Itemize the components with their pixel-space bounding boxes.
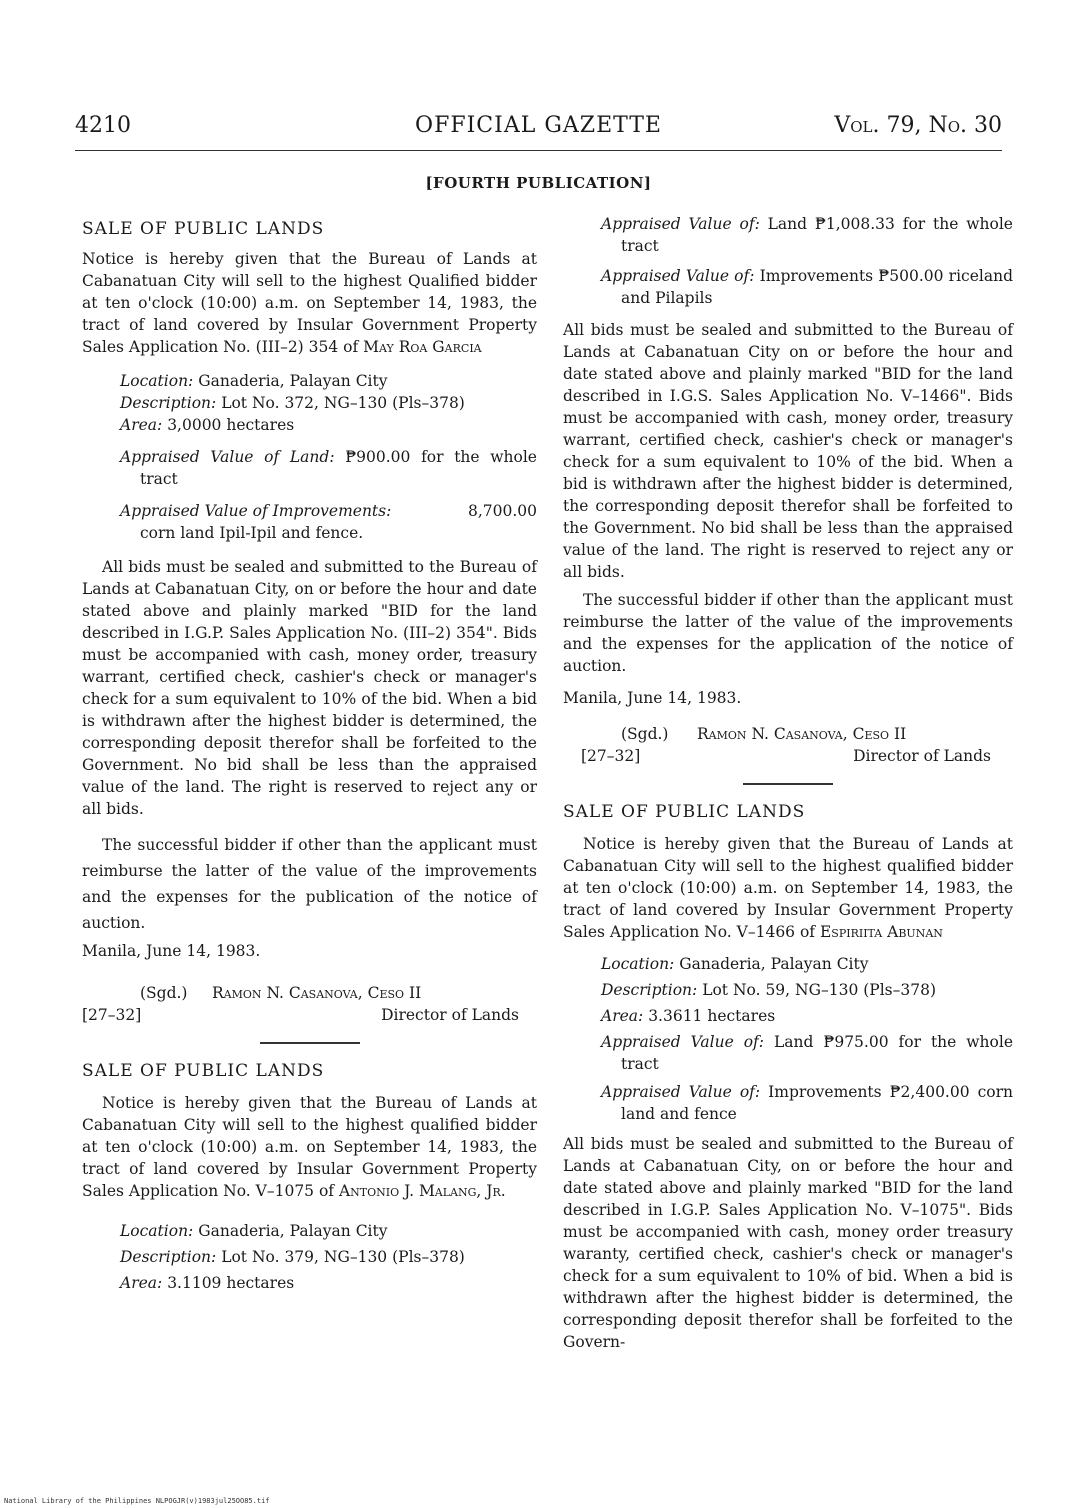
notice1-bids: All bids must be sealed and submitted to the Bureau of Lands at Cabanatuan City, on or before the hour and date stated above and plainly marked "BID for the land described in I.G.P. Sales Application No. (III–2) 354". Bids must be accompanied with cash, money order, treasury warrant, certified check, cashier's check or manager's check for a sum equivalent to 10% of the bid. When a bid is withdrawn after the highest bidder is determined, the corresponding deposit therefor shall be forfeited to the Government. No bid shall be less than the appraised value of the land. The right is reserved to reject any or all bids.: [82, 558, 537, 818]
notice2-improvements: Appraised Value of: Improvements ₱500.00 riceland and Pilapils: [601, 267, 1013, 307]
right-column: [563, 213, 1013, 1353]
notice1-land-value: Appraised Value of Land: ₱900.00 for the whole tract: [120, 448, 537, 488]
notice1-location: Location: Ganaderia, Palayan City: [120, 372, 388, 390]
left-column: [82, 218, 537, 1296]
notice2-intro: Notice is hereby given that the Bureau of Lands at Cabanatuan City will sell to the highest qualified bidder at ten o'clock (10:00) a.m. on September 14, 1983, the tract of land covered by Insular Government Property Sales Application No. V–1466 of Espiriita Abunan: [563, 835, 1013, 941]
gazette-title: OFFICIAL GAZETTE: [415, 113, 662, 138]
notice1-intro: Notice is hereby given that the Bureau of Lands at Cabanatuan City will sell to the highest Qualified bidder at ten o'clock (10:00) a.m. on September 14, 1983, the tract of land covered by Insular Government Property Sales Application No. (III–2) 354 of May Roa Garcia: [82, 250, 537, 356]
notice1-successful: The successful bidder if other than the applicant must reimburse the latter of the value of the improvements and the expenses for the publication of the notice of auction.: [82, 836, 537, 932]
volume-number: Vol. 79, No. 30: [834, 113, 1002, 138]
notice3-location: Location: Ganaderia, Palayan City: [120, 1222, 388, 1240]
notice2-bids: All bids must be sealed and submitted to the Bureau of Lands at Cabanatuan City on or before the hour and date stated above and plainly marked "BID for the land described in I.G.S. Sales Application No. V–1466". Bids must be accompanied with cash, money order, treasury warrant, certified check, cashier's check or manager's check for a sum equivalent to 10% of the bid. When a bid is withdrawn after the highest bidder is determined, the corresponding deposit therefor shall be forfeited to the Government. No bid shall be less than the appraised value of the land. The right is reserved to reject any or all bids.: [563, 321, 1013, 581]
notice2-land-value: Appraised Value of: Land ₱1,008.33 for the whole tract: [601, 215, 1013, 255]
notice3-description: Description: Lot No. 379, NG–130 (Pls–378): [120, 1248, 465, 1266]
notice3-bids: All bids must be sealed and submitted to the Bureau of Lands at Cabanatuan City, on or before the hour and date stated above and plainly marked "BID for the land described in I.G.P. Sales Application No. V–1075". Bids must be accompanied with cash, money order treasury waranty, certified check, cashier's check or manager's check for a sum equivalent to 10% of bid. When a bid is withdrawn after the highest bidder is determined, the corresponding deposit therefor shall be forfeited to the Govern-: [563, 1135, 1013, 1351]
notice2-dateline: Manila, June 14, 1983.: [563, 689, 742, 707]
notice2-location: Location: Ganaderia, Palayan City: [601, 955, 869, 973]
notice2-area: Area: 3.3611 hectares: [601, 1007, 776, 1025]
notice3-intro: Notice is hereby given that the Bureau of Lands at Cabanatuan City will sell to the highest qualified bidder at ten o'clock (10:00) a.m. on September 14, 1983, the tract of land covered by Insular Government Property Sales Application No. V–1075 of Antonio J. Malang, Jr.: [82, 1094, 537, 1200]
notice2-applicant: Espiriita Abunan: [819, 923, 943, 941]
notice1-signature: (Sgd.) Ramon N. Casanova, Ceso II [27–32] Director of Lands: [82, 984, 519, 1024]
notice3-applicant: Antonio J. Malang, Jr.: [338, 1182, 506, 1200]
notice3-land-value: Appraised Value of: Land ₱975.00 for the whole tract: [601, 1033, 1014, 1073]
notice3-improvements: Appraised Value of: Improvements ₱2,400.00 corn land and fence: [601, 1083, 1013, 1123]
notice1-applicant: May Roa Garcia: [363, 338, 482, 356]
notice1-improvements: Appraised Value of Improvements: 8,700.00 corn land Ipil-Ipil and fence.: [120, 502, 537, 542]
notice2-signature: (Sgd.) Ramon N. Casanova, Ceso II [27–32] Director of Lands: [581, 725, 991, 765]
notice2-successful: The successful bidder if other than the applicant must reimburse the latter of the value of the improvements and the expenses for the application of the notice of auction.: [563, 591, 1013, 675]
notice-divider: [260, 1042, 360, 1044]
publication-label: [FOURTH PUBLICATION]: [425, 174, 652, 192]
notice3-heading: SALE OF PUBLIC LANDS: [82, 1061, 325, 1081]
notice1-dateline: Manila, June 14, 1983.: [82, 942, 261, 960]
scan-footer: National Library of the Philippines NLPOGJR(v)1983jul25OO85.tif: [4, 1497, 270, 1505]
notice3-heading-right: SALE OF PUBLIC LANDS: [563, 802, 806, 822]
notice2-description: Description: Lot No. 59, NG–130 (Pls–378): [601, 981, 936, 999]
notice1-heading: SALE OF PUBLIC LANDS: [82, 219, 325, 239]
notice-divider: [743, 783, 833, 785]
header-rule: [75, 150, 1002, 151]
notice1-description: Description: Lot No. 372, NG–130 (Pls–378): [120, 394, 465, 412]
notice3-area: Area: 3.1109 hectares: [120, 1274, 295, 1292]
page-number: 4210: [75, 113, 131, 138]
notice1-area: Area: 3,0000 hectares: [120, 416, 295, 434]
